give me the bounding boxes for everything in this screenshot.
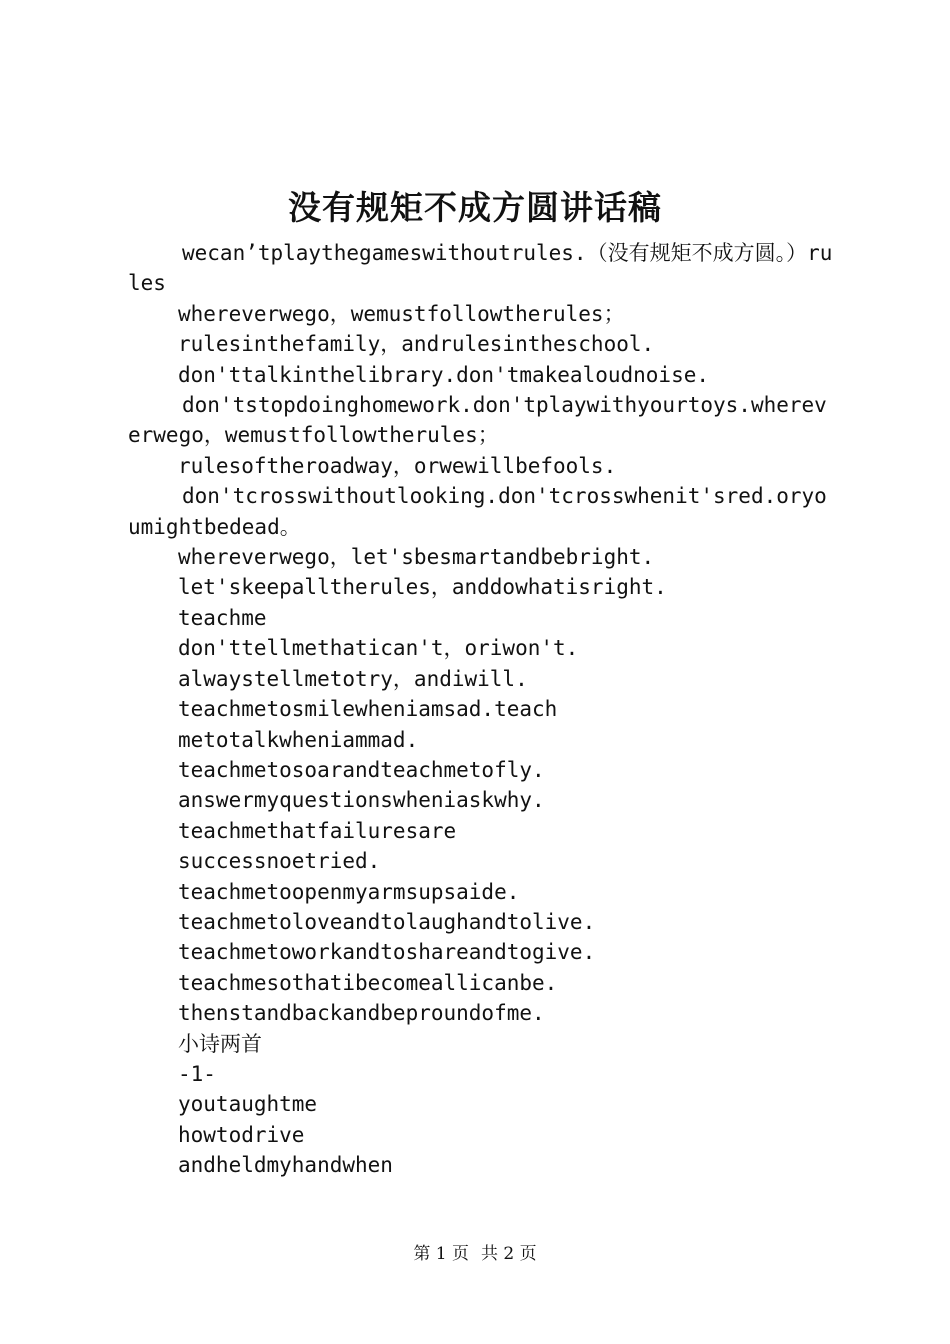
body-line: don'ttellmethatican't，oriwon't.	[178, 636, 579, 661]
section-heading: 小诗两首	[178, 1031, 262, 1056]
body-line: don'tstopdoinghomework.don'tplaywithyourtoys.whereverwego，wemustfollowtherules；	[128, 393, 827, 448]
body-line: teachmetosmilewheniamsad.teach	[178, 697, 558, 722]
body-line: metotalkwheniammad.	[178, 727, 419, 752]
body-line: thenstandbackandbeproundofme.	[178, 1001, 545, 1026]
body-line: youtaughtme	[178, 1092, 318, 1117]
page-footer	[0, 1242, 950, 1266]
body-line: alwaystellmetotry，andiwill.	[178, 666, 528, 691]
body-line: howtodrive	[178, 1122, 305, 1147]
page-total: 共 2 页	[481, 1244, 537, 1264]
body-line: teachmethatfailuresare	[178, 818, 457, 843]
body-line: teachmetoworkandtoshareandtogive.	[178, 940, 596, 965]
body-line: rulesinthefamily，andrulesintheschool.	[178, 332, 655, 357]
body-line: teachmetosoarandteachmetofly.	[178, 757, 545, 782]
page-number: 第 1 页	[413, 1244, 469, 1264]
body-line: whereverwego，let'sbesmartandbebright.	[178, 545, 655, 570]
body-line: successnoetried.	[178, 849, 381, 874]
body-line: don'ttalkinthelibrary.don'tmakealoudnoise.	[178, 362, 710, 387]
body-line: teachme	[178, 605, 267, 630]
document-title: 没有规矩不成方圆讲话稿	[288, 188, 662, 227]
body-line: don'tcrosswithoutlooking.don'tcrosswhenit'sred.oryoumightbedead。	[128, 484, 827, 539]
body-line: wecan’tplaythegameswithoutrules.（没有规矩不成方圆。）rules	[128, 241, 833, 296]
body-line: teachmesothatibecomeallicanbe.	[178, 970, 558, 995]
body-line: let'skeepalltherules，anddowhatisright.	[178, 575, 667, 600]
document-body	[128, 238, 834, 1181]
body-line: whereverwego，wemustfollowtherules；	[178, 301, 625, 326]
body-line: rulesoftheroadway，orwewillbefools.	[178, 453, 617, 478]
poem-number: -1-	[178, 1061, 216, 1086]
body-line: andheldmyhandwhen	[178, 1153, 393, 1178]
body-line: teachmetoloveandtolaughandtolive.	[178, 909, 596, 934]
body-line: teachmetoopenmyarmsupsaide.	[178, 879, 520, 904]
body-line: answermyquestionswheniaskwhy.	[178, 788, 545, 813]
